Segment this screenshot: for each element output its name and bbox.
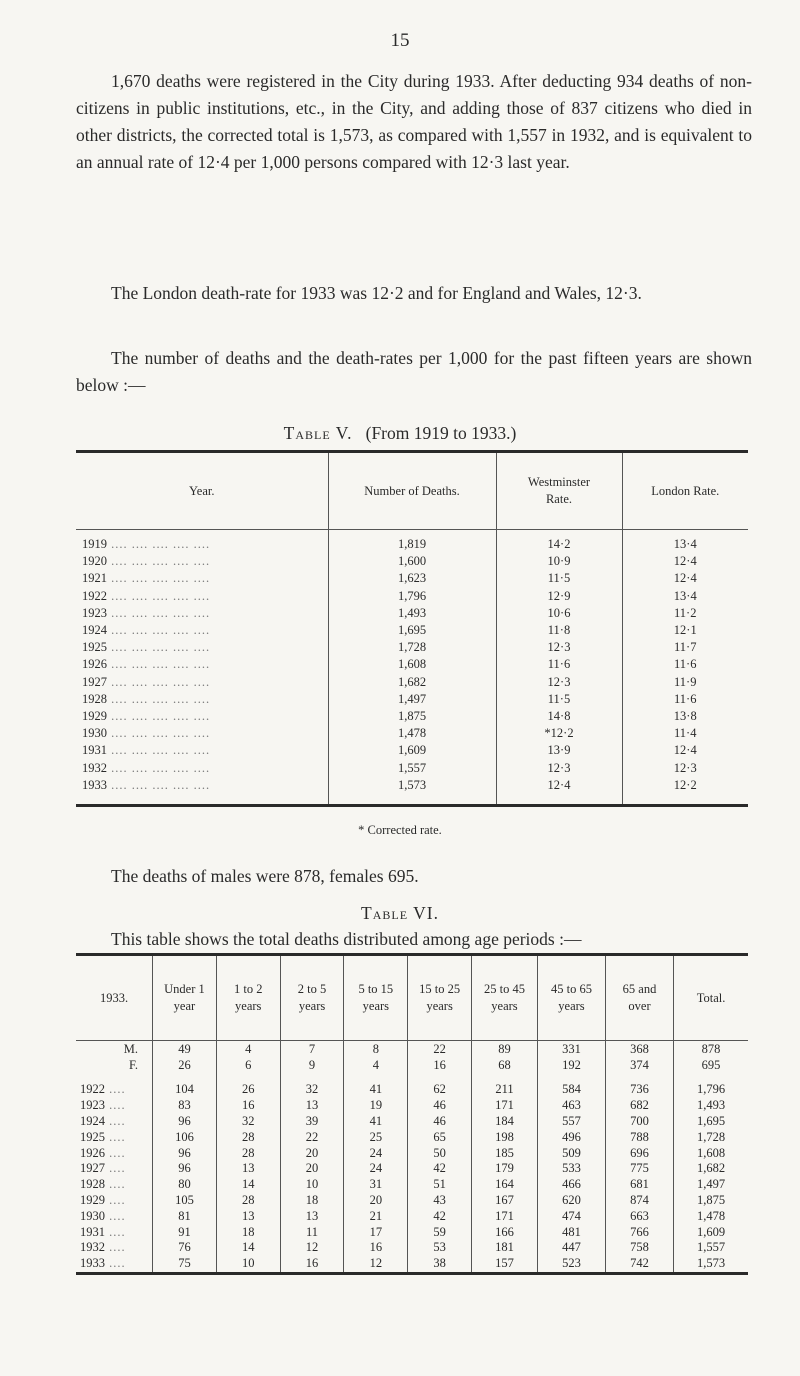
table6-header-cell: 15 to 25 years [408, 955, 472, 1041]
table5-cell-london-rate: 13·4 [622, 530, 748, 554]
table5-cell-deaths: 1,875 [328, 708, 496, 725]
table5-row [76, 553, 748, 570]
leader-dots: .... .... .... .... .... [107, 674, 211, 689]
table5-cell-deaths: 1,608 [328, 656, 496, 673]
table6-cell: 51 [408, 1177, 472, 1193]
table6-header-cell: 45 to 65 years [537, 955, 605, 1041]
table6-year-row [76, 1161, 748, 1177]
table6-cell: 682 [606, 1098, 674, 1114]
table5-cell-london-rate: 12·3 [622, 759, 748, 776]
table5-cell-deaths: 1,695 [328, 622, 496, 639]
table5-row [76, 691, 748, 708]
table6-cell: 105 [153, 1193, 217, 1209]
table5-cell-london-rate: 11·6 [622, 656, 748, 673]
table6-cell: 13 [216, 1161, 280, 1177]
leader-dots: .... .... .... .... .... [107, 605, 211, 620]
table6-cell: 68 [472, 1057, 538, 1073]
table5-header-row [76, 452, 748, 530]
table6-cell: 76 [153, 1240, 217, 1256]
leader-dots: .... [105, 1177, 126, 1192]
table6-cell: 1,493 [674, 1098, 748, 1114]
table6-year-row [76, 1114, 748, 1130]
table6-cell: 1933 .... [76, 1256, 153, 1273]
table5-cell-westminster-rate: 11·5 [496, 691, 622, 708]
table5-cell-deaths: 1,497 [328, 691, 496, 708]
leader-dots: .... .... .... .... .... [107, 571, 211, 586]
table5-cell-london-rate: 11·9 [622, 674, 748, 691]
table5-row [76, 759, 748, 776]
table6-cell: 22 [280, 1129, 344, 1145]
leader-dots: .... .... .... .... .... [107, 657, 211, 672]
table6-cell: 9 [280, 1057, 344, 1073]
table6-cell: 663 [606, 1208, 674, 1224]
table6-cell: 474 [537, 1208, 605, 1224]
table5-footnote: * Corrected rate. [358, 823, 442, 837]
table6-cell: 6 [216, 1057, 280, 1073]
table6-cell: 164 [472, 1177, 538, 1193]
table6-cell: 16 [280, 1256, 344, 1273]
table5-row [76, 605, 748, 622]
leader-dots: .... [105, 1082, 126, 1097]
table6-cell: 1,497 [674, 1177, 748, 1193]
table5-cell-westminster-rate: 11·5 [496, 570, 622, 587]
table5-header-deaths: Number of Deaths. [328, 452, 496, 530]
table5-row [76, 622, 748, 639]
table6-cell: 20 [280, 1161, 344, 1177]
table6-sex-row [76, 1057, 748, 1073]
table6-cell: 26 [216, 1073, 280, 1098]
leader-dots: .... [105, 1192, 126, 1207]
table6-cell: 18 [280, 1193, 344, 1209]
table5-cell-london-rate: 12·4 [622, 570, 748, 587]
table6-cell: 83 [153, 1098, 217, 1114]
table6-cell: 32 [280, 1073, 344, 1098]
table6-cell: 466 [537, 1177, 605, 1193]
table5-cell-deaths: 1,796 [328, 588, 496, 605]
leader-dots: .... .... .... .... .... [107, 760, 211, 775]
table5-cell-year: 1927 .... .... .... .... .... [82, 674, 211, 689]
table6-cell: 11 [280, 1224, 344, 1240]
table6-cell: 874 [606, 1193, 674, 1209]
table6-cell: 496 [537, 1129, 605, 1145]
table6-cell: 166 [472, 1224, 538, 1240]
table6-cell: 700 [606, 1114, 674, 1130]
table6-cell: 38 [408, 1256, 472, 1273]
table5-caption [0, 423, 800, 444]
table6-cell: 91 [153, 1224, 217, 1240]
table-v [76, 450, 748, 807]
table6-header-cell: Total. [674, 955, 748, 1041]
table5-cell-year: 1929 .... .... .... .... .... [82, 708, 211, 723]
leader-dots: .... [105, 1113, 126, 1128]
table6-cell: 42 [408, 1161, 472, 1177]
table5-cell-london-rate: 12·2 [622, 777, 748, 806]
table5-cell-westminster-rate: 10·9 [496, 553, 622, 570]
table6-cell: 20 [280, 1145, 344, 1161]
table6-year-row [76, 1224, 748, 1240]
table6-cell: 62 [408, 1073, 472, 1098]
table5-cell-year: 1919 .... .... .... .... .... [82, 537, 211, 552]
leader-dots: .... [105, 1224, 126, 1239]
table6-cell: 1,875 [674, 1193, 748, 1209]
table6-cell: 1925 .... [80, 1129, 126, 1144]
table5-cell-year: 1933 .... .... .... .... .... [76, 777, 328, 806]
table5-row [76, 570, 748, 587]
table6-header-cell: 25 to 45 years [472, 955, 538, 1041]
table5-cell-westminster-rate: 12·3 [496, 674, 622, 691]
table6-cell: 696 [606, 1145, 674, 1161]
table6-year-row [76, 1208, 748, 1224]
leader-dots: .... [105, 1098, 126, 1113]
table6-cell: 171 [472, 1098, 538, 1114]
leader-dots: .... .... .... .... .... [107, 777, 211, 792]
table6-cell: 25 [344, 1129, 408, 1145]
table6-header-cell: 65 and over [606, 955, 674, 1041]
table6-cell: 533 [537, 1161, 605, 1177]
table6-cell: 4 [344, 1057, 408, 1073]
table5-cell-year: 1932 .... .... .... .... .... [82, 760, 211, 775]
table6-title: Table VI. [361, 903, 439, 923]
table6-cell: 32 [216, 1114, 280, 1130]
table6-cell: 75 [153, 1256, 217, 1273]
table6-cell: 18 [216, 1224, 280, 1240]
table5-cell-london-rate: 12·1 [622, 622, 748, 639]
table5-cell-london-rate: 11·2 [622, 605, 748, 622]
table6-cell: 24 [344, 1145, 408, 1161]
table6-cell: 1932 .... [80, 1240, 126, 1255]
table6-cell: 49 [153, 1041, 217, 1058]
table6-cell: 179 [472, 1161, 538, 1177]
table5-cell-deaths: 1,682 [328, 674, 496, 691]
table6-year-row [76, 1177, 748, 1193]
table6-cell: 42 [408, 1208, 472, 1224]
table6-cell: 106 [153, 1129, 217, 1145]
table6-cell: 1926 .... [80, 1145, 126, 1160]
table6-sex-row [76, 1041, 748, 1058]
table5-row [76, 639, 748, 656]
table6-cell: 31 [344, 1177, 408, 1193]
table6-cell: 157 [472, 1256, 538, 1273]
table5-cell-year: 1921 .... .... .... .... .... [82, 571, 211, 586]
table6-cell: 26 [153, 1057, 217, 1073]
leader-dots: .... .... .... .... .... [107, 726, 211, 741]
leader-dots: .... [105, 1256, 126, 1271]
table6-cell: 89 [472, 1041, 538, 1058]
table6-cell: 620 [537, 1193, 605, 1209]
table5-cell-deaths: 1,609 [328, 742, 496, 759]
table6-cell: 758 [606, 1240, 674, 1256]
table6-cell: 1928 .... [80, 1177, 126, 1192]
leader-dots: .... .... .... .... .... [107, 623, 211, 638]
paragraph-fifteen-years: The number of deaths and the death-rates per 1,000 for the past fifteen years are shown below :— [76, 348, 752, 395]
table6-cell: 584 [537, 1073, 605, 1098]
table6-cell: 192 [537, 1057, 605, 1073]
table6-cell: 12 [280, 1240, 344, 1256]
table5-row [76, 777, 748, 806]
leader-dots: .... [105, 1240, 126, 1255]
table6-cell: F. [128, 1057, 139, 1072]
table6-cell: 1,728 [674, 1129, 748, 1145]
table6-cell: 1,608 [674, 1145, 748, 1161]
table5-body [76, 530, 748, 806]
table5-header-westminster: Westminster Rate. [496, 452, 622, 530]
table6-cell: 81 [153, 1208, 217, 1224]
table5-cell-year: 1925 .... .... .... .... .... [82, 640, 211, 655]
table5-cell-deaths: 1,728 [328, 639, 496, 656]
table6-cell: 1,695 [674, 1114, 748, 1130]
table6-cell: 65 [408, 1129, 472, 1145]
table6-year-row [76, 1073, 748, 1098]
table5-cell-deaths: 1,573 [328, 777, 496, 806]
table6-cell: 43 [408, 1193, 472, 1209]
leader-dots: .... [105, 1145, 126, 1160]
table6-header-row [76, 955, 748, 1041]
table6-cell: 8 [344, 1041, 408, 1058]
table6-cell: 766 [606, 1224, 674, 1240]
table5-row [76, 725, 748, 742]
table6-cell: 775 [606, 1161, 674, 1177]
table6-year-row [76, 1256, 748, 1273]
table6-cell: 1,557 [674, 1240, 748, 1256]
table6-cell: 46 [408, 1114, 472, 1130]
leader-dots: .... .... .... .... .... [107, 640, 211, 655]
table5-cell-westminster-rate: 12·3 [496, 759, 622, 776]
table5-row [76, 530, 748, 554]
table5-cell-year: 1928 .... .... .... .... .... [82, 691, 211, 706]
table6-header-cell: 1 to 2 years [216, 955, 280, 1041]
table5-cell-westminster-rate: 12·4 [496, 777, 622, 806]
table6-cell: 13 [280, 1208, 344, 1224]
table5-cell-deaths: 1,600 [328, 553, 496, 570]
table6-cell: 16 [408, 1057, 472, 1073]
table6-cell: 39 [280, 1114, 344, 1130]
table5-title: Table V. [283, 423, 353, 443]
table6-cell: 695 [674, 1057, 748, 1073]
table5-cell-westminster-rate: 12·3 [496, 639, 622, 656]
table6-cell: 53 [408, 1240, 472, 1256]
table5-cell-year: 1930 .... .... .... .... .... [82, 726, 211, 741]
table6-cell: 17 [344, 1224, 408, 1240]
table6-cell: 1,609 [674, 1224, 748, 1240]
table6-cell: 14 [216, 1177, 280, 1193]
table5-cell-westminster-rate: 10·6 [496, 605, 622, 622]
table6-cell: 59 [408, 1224, 472, 1240]
table6-cell: 13 [216, 1208, 280, 1224]
table5-cell-deaths: 1,478 [328, 725, 496, 742]
table5-header-year: Year. [76, 452, 328, 530]
table5-cell-london-rate: 11·4 [622, 725, 748, 742]
table6-cell: 50 [408, 1145, 472, 1161]
table5-cell-deaths: 1,493 [328, 605, 496, 622]
table5-row [76, 674, 748, 691]
table5-cell-year: 1924 .... .... .... .... .... [82, 623, 211, 638]
table6-cell: 41 [344, 1114, 408, 1130]
table6-cell: 374 [606, 1057, 674, 1073]
table6-cell: 19 [344, 1098, 408, 1114]
table6-cell: 523 [537, 1256, 605, 1273]
table6-cell: 463 [537, 1098, 605, 1114]
table5-cell-westminster-rate: 11·6 [496, 656, 622, 673]
table6-cell: 185 [472, 1145, 538, 1161]
table6-cell: 24 [344, 1161, 408, 1177]
table6-cell: 557 [537, 1114, 605, 1130]
table6-year-row [76, 1193, 748, 1209]
table6-cell: 481 [537, 1224, 605, 1240]
table6-cell: 742 [606, 1256, 674, 1273]
table5-cell-london-rate: 11·7 [622, 639, 748, 656]
table6-year-row [76, 1240, 748, 1256]
table6-year-row [76, 1145, 748, 1161]
leader-dots: .... [105, 1129, 126, 1144]
table5-cell-deaths: 1,557 [328, 759, 496, 776]
table6-cell: 16 [344, 1240, 408, 1256]
table6-cell: 736 [606, 1073, 674, 1098]
table6-intro: This table shows the total deaths distributed among age periods :— [111, 929, 582, 949]
table6-cell: 171 [472, 1208, 538, 1224]
table6-cell: 1923 .... [80, 1098, 126, 1113]
table5-cell-year: 1922 .... .... .... .... .... [82, 588, 211, 603]
table6-cell: 14 [216, 1240, 280, 1256]
table6-cell: M. [123, 1041, 139, 1056]
leader-dots: .... [105, 1208, 126, 1223]
table6-cell: 509 [537, 1145, 605, 1161]
table5-cell-deaths: 1,623 [328, 570, 496, 587]
table6-cell: 681 [606, 1177, 674, 1193]
table5-cell-year: 1931 .... .... .... .... .... [82, 743, 211, 758]
table6-cell: 198 [472, 1129, 538, 1145]
table6-cell: 16 [216, 1098, 280, 1114]
table6-cell: 1929 .... [80, 1192, 126, 1207]
table6-body [76, 1041, 748, 1274]
paragraph-males-females: The deaths of males were 878, females 695. [111, 866, 419, 886]
table6-cell: 1931 .... [80, 1224, 126, 1239]
table5-row [76, 742, 748, 759]
table6-cell: 878 [674, 1041, 748, 1058]
table5-subtitle: (From 1919 to 1933.) [365, 423, 517, 443]
table6-cell: 7 [280, 1041, 344, 1058]
paragraph-london-rate: The London death-rate for 1933 was 12·2 and for England and Wales, 12·3. [111, 283, 642, 303]
table5-row [76, 588, 748, 605]
table6-cell: 22 [408, 1041, 472, 1058]
leader-dots: .... .... .... .... .... [107, 708, 211, 723]
table6-header-cell: 5 to 15 years [344, 955, 408, 1041]
table6-cell: 96 [153, 1145, 217, 1161]
table6-cell: 1,682 [674, 1161, 748, 1177]
paragraph-deaths-registered: 1,670 deaths were registered in the City during 1933. After deducting 934 deaths of non-citizens in public institutions, etc., in the City, and adding those of 837 citizens who died in other districts, the corrected total is 1,573, as compared with 1,557 in 1932, and is equivalent to an annual rate of 12·4 per 1,000 persons compared with 12·3 last year. [76, 71, 752, 172]
table6-cell: 10 [216, 1256, 280, 1273]
table5-row [76, 656, 748, 673]
table6-cell: 96 [153, 1161, 217, 1177]
table6-cell: 46 [408, 1098, 472, 1114]
table6-cell: 1927 .... [80, 1161, 126, 1176]
table5-cell-london-rate: 12·4 [622, 553, 748, 570]
table6-year-row [76, 1098, 748, 1114]
table5-row [76, 708, 748, 725]
table6-cell: 20 [344, 1193, 408, 1209]
table6-cell: 28 [216, 1129, 280, 1145]
table5-cell-london-rate: 13·8 [622, 708, 748, 725]
leader-dots: .... .... .... .... .... [107, 691, 211, 706]
page-number: 15 [390, 30, 410, 51]
table5-cell-deaths: 1,819 [328, 530, 496, 554]
table6-cell: 788 [606, 1129, 674, 1145]
table6-header-cell: 1933. [76, 955, 153, 1041]
table6-cell: 28 [216, 1193, 280, 1209]
table6-cell: 13 [280, 1098, 344, 1114]
leader-dots: .... [105, 1161, 126, 1176]
table5-cell-westminster-rate: 12·9 [496, 588, 622, 605]
leader-dots: .... .... .... .... .... [107, 743, 211, 758]
table5-cell-westminster-rate: 13·9 [496, 742, 622, 759]
table6-cell: 447 [537, 1240, 605, 1256]
table6-cell: 181 [472, 1240, 538, 1256]
table6-cell: 4 [216, 1041, 280, 1058]
table5-header-london: London Rate. [622, 452, 748, 530]
table6-cell: 184 [472, 1114, 538, 1130]
table6-cell: 80 [153, 1177, 217, 1193]
table5-cell-westminster-rate: *12·2 [496, 725, 622, 742]
table5-cell-westminster-rate: 11·8 [496, 622, 622, 639]
leader-dots: .... .... .... .... .... [107, 588, 211, 603]
table6-cell: 1930 .... [80, 1208, 126, 1223]
table6-cell: 368 [606, 1041, 674, 1058]
leader-dots: .... .... .... .... .... [107, 554, 211, 569]
table6-cell: 12 [344, 1256, 408, 1273]
table5-cell-london-rate: 13·4 [622, 588, 748, 605]
table5-cell-year: 1923 .... .... .... .... .... [82, 605, 211, 620]
table6-cell: 331 [537, 1041, 605, 1058]
table6-cell: 167 [472, 1193, 538, 1209]
table6-cell: 10 [280, 1177, 344, 1193]
table5-cell-london-rate: 11·6 [622, 691, 748, 708]
table5-cell-year: 1926 .... .... .... .... .... [82, 657, 211, 672]
table6-cell: 21 [344, 1208, 408, 1224]
table6-cell: 211 [472, 1073, 538, 1098]
table6-cell: 1,573 [674, 1256, 748, 1273]
table6-cell: 104 [153, 1073, 217, 1098]
table5-cell-westminster-rate: 14·2 [496, 530, 622, 554]
table5-cell-year: 1920 .... .... .... .... .... [82, 554, 211, 569]
table6-cell: 1922 .... [80, 1082, 126, 1097]
table5-cell-westminster-rate: 14·8 [496, 708, 622, 725]
table6-cell: 1,796 [674, 1073, 748, 1098]
table6-cell: 28 [216, 1145, 280, 1161]
table6-year-row [76, 1129, 748, 1145]
table6-cell: 1,478 [674, 1208, 748, 1224]
table6-header-cell: Under 1 year [153, 955, 217, 1041]
table-vi [76, 953, 748, 1275]
table6-cell: 96 [153, 1114, 217, 1130]
table5-cell-london-rate: 12·4 [622, 742, 748, 759]
table6-header-cell: 2 to 5 years [280, 955, 344, 1041]
table6-cell: 1924 .... [80, 1113, 126, 1128]
table6-cell: 41 [344, 1073, 408, 1098]
leader-dots: .... .... .... .... .... [107, 537, 211, 552]
